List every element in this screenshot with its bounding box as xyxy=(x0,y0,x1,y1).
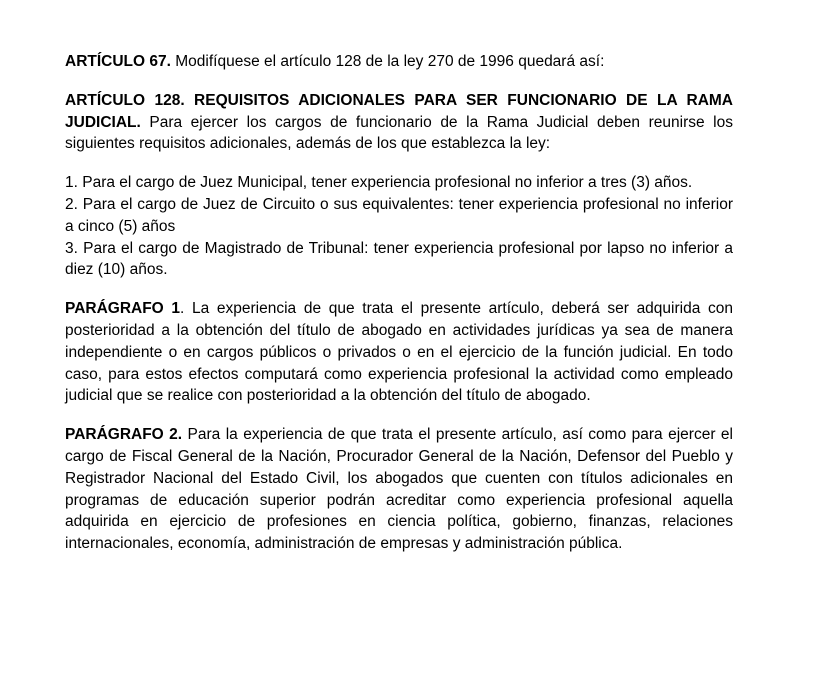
articulo-67-body: Modifíquese el artículo 128 de la ley 270 de 1996 quedará así: xyxy=(170,53,605,70)
paragraph-articulo-67 xyxy=(65,51,733,73)
paragraph-paragrafo-2 xyxy=(65,424,733,555)
list-item-3: 3. Para el cargo de Magistrado de Tribunal: tener experiencia profesional por lapso no inferior a diez (10) años. xyxy=(65,239,733,279)
paragraph-articulo-128 xyxy=(65,90,733,155)
paragrafo-2-heading: PARÁGRAFO 2. xyxy=(65,426,183,444)
paragraph-paragrafo-1 xyxy=(65,298,733,407)
requisitos-list xyxy=(65,172,733,281)
articulo-128-heading: ARTÍCULO 128. REQUISITOS ADICIONALES PARA SER FUNCIONARIO DE LA RAMA JUDICIAL. xyxy=(65,91,733,131)
articulo-67-heading: ARTÍCULO 67. xyxy=(65,53,171,70)
paragrafo-1-heading: PARÁGRAFO 1 xyxy=(65,300,181,318)
articulo-128-body: Para ejercer los cargos de funcionario de la Rama Judicial deben reunirse los siguientes requisitos adicionales, además de los que establezca la ley: xyxy=(65,113,733,153)
paragrafo-1-body: . La experiencia de que trata el presente artículo, deberá ser adquirida con posterioridad a la obtención del título de abogado en actividades jurídicas ya sea de manera independiente o en cargos públicos o privados o en el ejercicio de la función judicial. En todo caso, para estos efectos computará como experiencia profesional la actividad como empleado judicial que se realice con posterioridad a la obtención del título de abogado. xyxy=(65,300,733,405)
list-item-1: 1. Para el cargo de Juez Municipal, tener experiencia profesional no inferior a tres (3) años. xyxy=(65,174,693,192)
document-page xyxy=(65,51,733,555)
list-item-2: 2. Para el cargo de Juez de Circuito o sus equivalentes: tener experiencia profesional no inferior a cinco (5) años xyxy=(65,195,733,235)
paragrafo-2-body: Para la experiencia de que trata el presente artículo, así como para ejercer el cargo de Fiscal General de la Nación, Procurador General de la Nación, Defensor del Pueblo y Registrador Nacional del Estado Civil, los abogados que cuenten con títulos adicionales en programas de educación superior podrán acreditar como experiencia profesional aquella adquirida en ejercicio de profesiones en ciencia política, gobierno, finanzas, relaciones internacionales, economía, administración de empresas y administración pública. xyxy=(65,426,733,553)
